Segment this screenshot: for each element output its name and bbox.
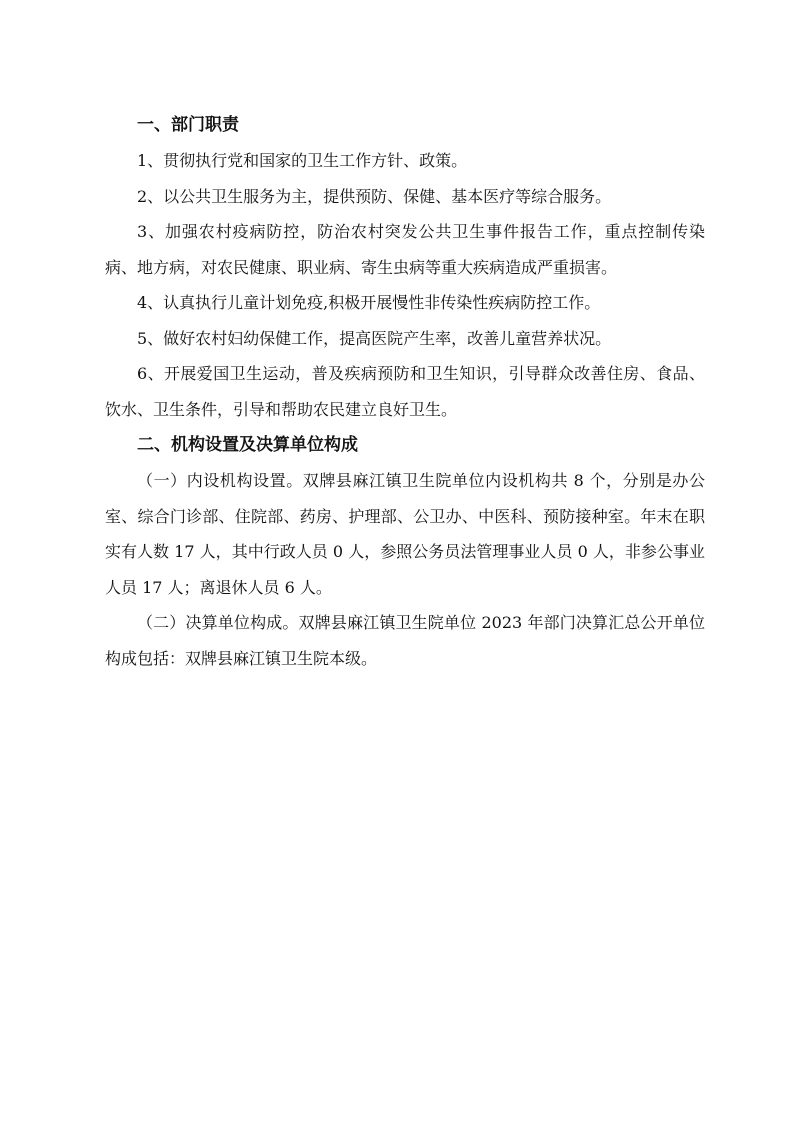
duty-item-3: 3、加强农村疫病防控，防治农村突发公共卫生事件报告工作，重点控制传染病、地方病，对农民健康、职业病、寄生虫病等重大疾病造成严重损害。 [105, 222, 705, 277]
org-item-budget-units: （二）决算单位构成。双牌县麻江镇卫生院单位 2023 年部门决算汇总公开单位构成包括：双牌县麻江镇卫生院本级。 [105, 613, 705, 668]
duty-item-2: 2、以公共卫生服务为主，提供预防、保健、基本医疗等综合服务。 [137, 186, 612, 206]
duty-item-5: 5、做好农村妇幼保健工作，提高医院产生率，改善儿童营养状况。 [137, 328, 612, 348]
duty-item-4: 4、认真执行儿童计划免疫,积极开展慢性非传染性疾病防控工作。 [137, 293, 601, 312]
duty-item-1: 1、贯彻执行党和国家的卫生工作方针、政策。 [137, 151, 468, 170]
duty-item-6: 6、开展爱国卫生运动，普及疾病预防和卫生知识，引导群众改善住房、食品、饮水、卫生条件，引导和帮助农民建立良好卫生。 [105, 364, 705, 419]
org-item-internal-structure: （一）内设机构设置。双牌县麻江镇卫生院单位内设机构共 8 个，分别是办公室、综合门诊部、住院部、药房、护理部、公卫办、中医科、预防接种室。年末在职实有人数 17 人，其中行政人员 0 人，参照公务员法管理事业人员 0 人，非参公事业人员 17 人；离退休人员 6 人。 [105, 471, 705, 597]
section-heading-department-duties: 一、部门职责 [137, 115, 239, 135]
section-heading-organization: 二、机构设置及决算单位构成 [137, 435, 358, 455]
document-body [105, 107, 705, 676]
